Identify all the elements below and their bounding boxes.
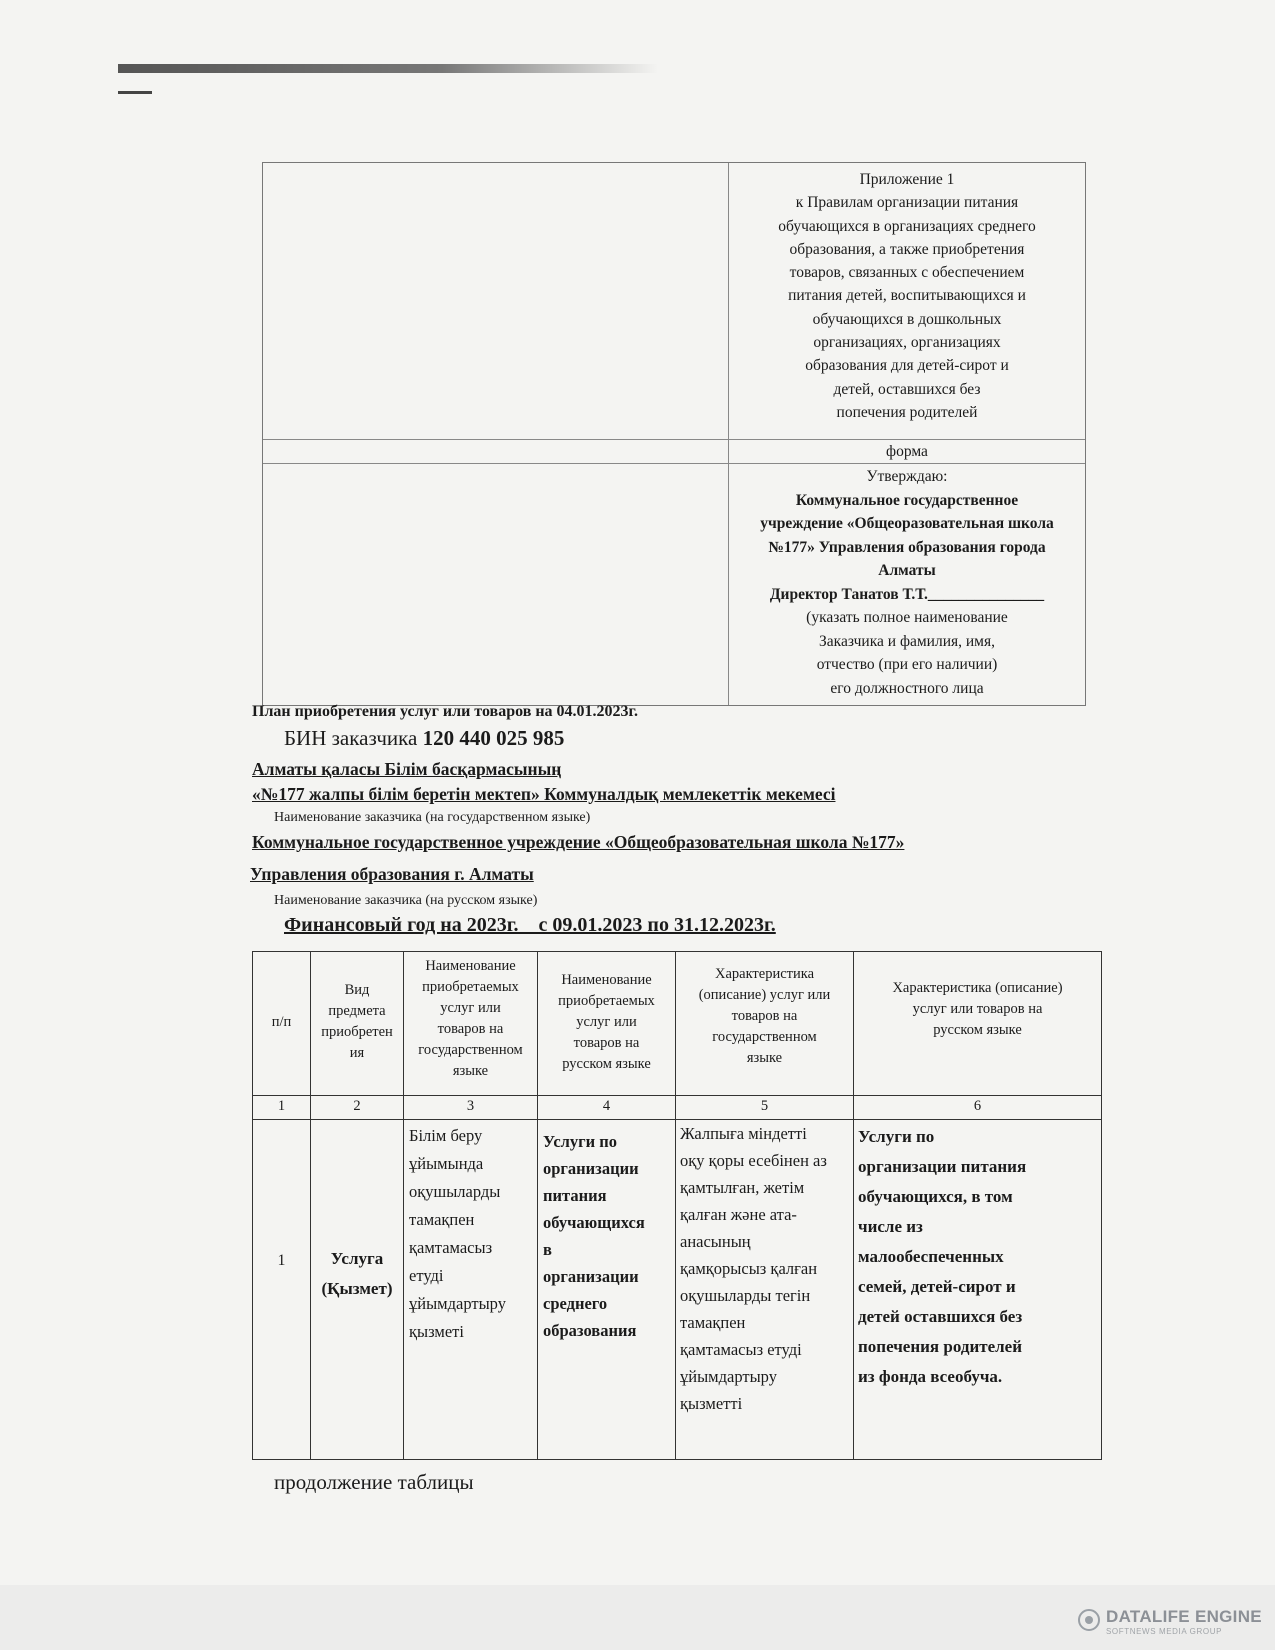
fiscal-year: Финансовый год на 2023г. с 09.01.2023 по 31.12.2023г.: [284, 914, 776, 936]
col-number: 3: [466, 1098, 475, 1114]
col-number: 4: [602, 1098, 611, 1114]
row-desc-ru: Услуги по организации питания обучающихся, в том числе из малообеспеченных семей, детей-сирот и детей оставшихся без попечения родителей из фонда всеобуча.: [858, 1127, 1027, 1386]
header-desc-kz: Характеристика (описание) услуг или товаров на государственном языке: [698, 966, 831, 1066]
customer-kz-line-2: «№177 жалпы білім беретін мектеп» Коммуналдық мемлекеттік мекемесі: [252, 784, 836, 804]
director-signature-line: Директор Танатов Т.Т._______________: [769, 585, 1045, 603]
header-type: Вид предмета приобретен ия: [321, 982, 393, 1061]
approval-block: Утверждаю: Коммунальное государственное учреждение «Общеоразовательная школа №177» Управления образования города Алматы Директор Танатов Т.Т._______________ (указать полное наименование Заказчика и фамилия, имя, отчество (при его наличии) его должностного лица: [729, 465, 1085, 700]
row-name-kz: Білім беру ұйымында оқушыларды тамақпен қамтамасыз етуді ұйымдартыру қызметі: [409, 1126, 506, 1341]
scan-top-edge: [118, 64, 658, 73]
plan-title: План приобретения услуг или товаров на 04.01.2023г.: [252, 703, 639, 720]
bin-line: БИН заказчика 120 440 025 985: [284, 726, 565, 750]
form-label: форма: [886, 443, 928, 460]
appendix-text: Приложение 1 к Правилам организации питания обучающихся в организациях среднего образования, а также приобретения товаров, связанных с обеспечением питания детей, воспитывающихся и обучающихся в дошкольных организациях, организациях образования для детей-сирот и детей, оставшихся без попечения родителей: [778, 171, 1036, 421]
header-name-kz: Наименование приобретаемых услуг или товаров на государственном языке: [418, 958, 523, 1079]
row-type: Услуга (Қызмет): [321, 1249, 393, 1298]
col-number: 1: [277, 1098, 286, 1114]
header-name-ru: Наименование приобретаемых услуг или товаров на русском языке: [558, 972, 655, 1072]
header-desc-ru: Характеристика (описание) услуг или товаров на русском языке: [892, 980, 1063, 1038]
customer-ru-line-1: Коммунальное государственное учреждение «Общеобразовательная школа №177»: [252, 832, 905, 852]
scan-mark: [118, 91, 152, 94]
table-continuation: продолжение таблицы: [274, 1470, 474, 1494]
row-desc-kz: Жалпыға міндетті оқу қоры есебінен аз қамтылған, жетім қалған және ата- анасының қамқорысыз қалған оқушыларды тегін тамақпен қамтамасыз етуді ұйымдартыру қызметті: [680, 1124, 827, 1413]
col-number: 2: [353, 1098, 361, 1114]
watermark-logo-icon: [1078, 1609, 1100, 1631]
row-name-ru: Услуги по организации питания обучающихся в организации среднего образования: [543, 1132, 645, 1340]
col-number: 5: [760, 1098, 769, 1114]
bin-value: 120 440 025 985: [422, 726, 565, 750]
col-number: 6: [973, 1098, 982, 1114]
customer-kz-caption: Наименование заказчика (на государственном языке): [274, 810, 591, 825]
header-table: [262, 162, 1086, 706]
header-num: п/п: [271, 1014, 292, 1030]
customer-ru-caption: Наименование заказчика (на русском языке): [274, 893, 538, 908]
procurement-table: [252, 951, 1102, 1460]
customer-ru-line-2: Управления образования г. Алматы: [250, 864, 534, 884]
customer-kz-line-1: Алматы қаласы Білім басқармасының: [252, 759, 562, 779]
row-number: 1: [277, 1252, 286, 1269]
